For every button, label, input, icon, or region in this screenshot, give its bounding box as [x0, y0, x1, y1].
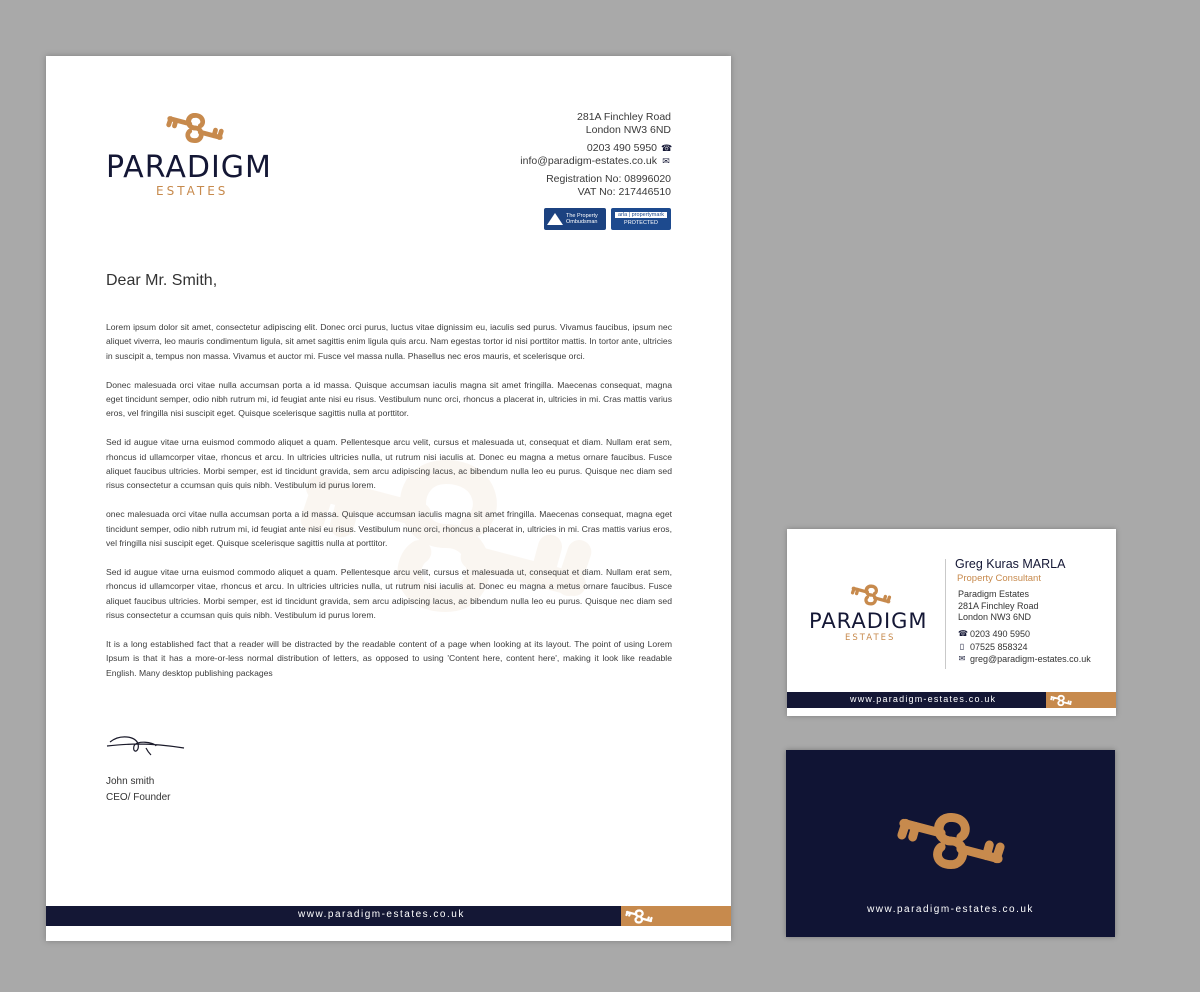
card-address-line-2: London NW3 6ND: [958, 612, 1032, 622]
envelope-icon: ✉: [662, 155, 670, 166]
address-line-2: London NW3 6ND: [585, 123, 671, 136]
email-address: info@paradigm-estates.co.uk: [520, 154, 657, 167]
card-contact-block: [958, 628, 1091, 666]
letter-body: [106, 320, 672, 694]
card-brand-logo: [809, 581, 937, 645]
registration-number: Registration No: 08996020: [546, 173, 671, 185]
signer-name: John smith: [106, 776, 155, 787]
card-footer-website: www.paradigm-estates.co.uk: [850, 694, 997, 704]
signer-title: CEO/ Founder: [106, 792, 171, 803]
company-contact-block: [520, 111, 671, 198]
email-row: [520, 155, 671, 168]
card-company: Paradigm Estates: [958, 589, 1030, 599]
accreditation-badges: [544, 208, 671, 230]
card-person-name: Greg Kuras MARLA: [955, 557, 1066, 571]
card-person-title: Property Consultant: [957, 573, 1041, 584]
card-mobile: 07525 858324: [970, 641, 1028, 652]
handwritten-signature: [106, 732, 186, 756]
body-paragraph: onec malesuada orci vitae nulla accumsan porta a id massa. Quisque accumsan iaculis magna sit amet fringilla. Maecenas consequat, magna eget tincidunt semper, odio nibh rutrum mi, id feugiat ante nisi eu risus. Vestibulum nunc orci, rhoncus a placerat in, ultricies in mi. Cras mattis varius eros, vel fringilla nisi suscipit eget. Quisque scelerisque sagittis nulla at porttitor.: [106, 509, 672, 549]
body-paragraph: It is a long established fact that a reader will be distracted by the readable content of a page when looking at its layout. The point of using Lorem Ipsum is that it has a more-or-less normal distribution of letters, as opposed to using 'Content here, content here', making it look like readable English. Many desktop publishing packages: [106, 638, 672, 678]
phone-icon: ☎: [661, 143, 673, 154]
letterhead-page: [46, 56, 731, 941]
business-card-front: [787, 529, 1116, 716]
card-address-block: [958, 589, 1039, 624]
card-logo-wordmark: PARADIGM: [809, 609, 928, 633]
footer-key-icon: [620, 907, 658, 926]
card-footer-key-icon: [1046, 693, 1076, 708]
signatory-block: [106, 774, 170, 806]
body-paragraph: Sed id augue vitae urna euismod commodo aliquet a quam. Pellentesque arcu velit, cursus et malesuada ut, consequat et diam. Nullam erat sem, rhoncus id ullamcorper vitae, rhoncus et arcu. In ultricies ultricies nulla, ut rutrum nisi iaculis at. Donec eu magna a metus ornare faucibus. Fusce aliquet faucibus ultricies. Morbi semper, est id tincidunt gravida, sem arcu adipiscing lacus, ac bibendum nulla leo eu purus. Quisque nec diam sed risus consectetur a ccumsan quis quis nibh. Vestibulum id purus lorem.: [106, 566, 672, 621]
logo-subtitle: ESTATES: [156, 184, 229, 198]
card-back-website: www.paradigm-estates.co.uk: [867, 904, 1034, 915]
envelope-icon: ✉: [958, 654, 966, 663]
card-address-line-1: 281A Finchley Road: [958, 600, 1039, 611]
letter-greeting: Dear Mr. Smith,: [106, 272, 218, 289]
card-logo-subtitle: ESTATES: [845, 633, 896, 643]
card-email: greg@paradigm-estates.co.uk: [970, 654, 1091, 664]
brand-logo: [106, 108, 286, 200]
mobile-icon: ▯: [959, 641, 965, 651]
card-footer-bar: [787, 692, 1116, 708]
logo-wordmark: PARADIGM: [106, 150, 272, 185]
key-knot-logo-icon: [162, 108, 228, 148]
card-phone: 0203 490 5950: [970, 629, 1031, 639]
key-knot-logo-icon: [848, 581, 894, 609]
ombudsman-triangle-icon: [547, 213, 563, 225]
body-paragraph: Donec malesuada orci vitae nulla accumsan porta a id massa. Quisque accumsan iaculis magna sit amet fringilla. Maecenas consequat, magna eget tincidunt semper, odio nibh rutrum mi, id feugiat ante nisi eu risus. Vestibulum nunc orci, rhoncus a placerat in, ultricies in mi. Cras mattis varius eros, vel fringilla nisi suscipit eget. Quisque scelerisque sagittis nulla at porttitor.: [106, 379, 672, 419]
phone-row: [520, 142, 671, 155]
footer-website: www.paradigm-estates.co.uk: [298, 909, 465, 920]
phone-number: 0203 490 5950: [586, 142, 657, 154]
vat-number: VAT No: 217446510: [577, 185, 671, 198]
body-paragraph: Lorem ipsum dolor sit amet, consectetur adipiscing elit. Donec orci purus, luctus vitae dignissim eu, iaculis sed purus. Vivamus faucibus, ipsum nec aliquet viverra, leo mauris condimentum ligula, sit amet sagittis enim ligula quis arcu. Nam egestas tortor id nisi porttitor mattis. In tortor ante, ultricies in suscipit a, tempus non massa. Vivamus et auctor mi. Fusce vel massa nulla. Phasellus nec eros mauris, et scelerisque orci.: [106, 322, 672, 361]
property-ombudsman-badge: The Property Ombudsman: [544, 208, 606, 230]
key-knot-logo-icon: [892, 802, 1010, 880]
business-card-back: [786, 750, 1115, 937]
card-divider: [945, 559, 946, 669]
body-paragraph: Sed id augue vitae urna euismod commodo aliquet a quam. Pellentesque arcu velit, cursus et malesuada ut, consequat et diam. Nullam erat sem, rhoncus id ullamcorper vitae, rhoncus et arcu. In ultricies ultricies nulla, ut rutrum nisi iaculis at. Donec eu magna a metus ornare faucibus. Fusce aliquet faucibus ultricies. Morbi semper, est id tincidunt gravida, sem arcu adipiscing lacus, ac bibendum nulla leo eu purus. Quisque nec diam sed risus consectetur a ccumsan quis quis nibh. Vestibulum id purus lorem.: [106, 437, 672, 491]
arla-propertymark-badge: arla | propertymark PROTECTED: [611, 208, 671, 230]
letter-footer-bar: [46, 906, 731, 926]
address-line-1: 281A Finchley Road: [577, 111, 671, 123]
phone-icon: ☎: [958, 629, 968, 638]
